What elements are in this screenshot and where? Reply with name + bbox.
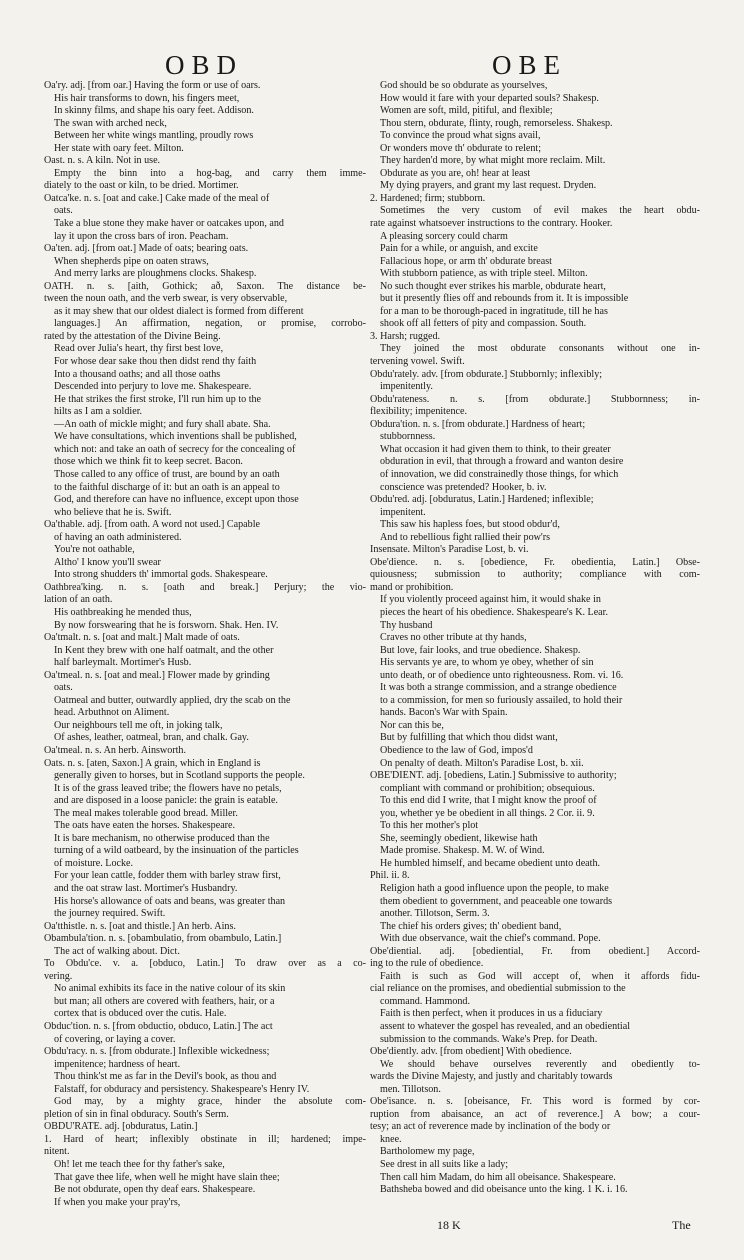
text-line: Craves no other tribute at thy hands, bbox=[380, 632, 527, 644]
text-line: obduration in evil, that through a froward and wanton desire bbox=[380, 456, 624, 468]
text-line: Obe'diential. adj. [obediential, Fr. from obedient.] Accord- bbox=[370, 945, 700, 957]
text-line: She, seemingly obedient, likewise hath bbox=[380, 832, 538, 844]
text-line: Obdurate as you are, oh! hear at least bbox=[380, 167, 531, 179]
text-line: Oathbrea'king. n. s. [oath and break.] Perjury; the vio- bbox=[44, 581, 366, 593]
text-line: cial reliance on the promises, and obediential submission to the bbox=[370, 983, 626, 995]
text-line: the journey required. Swift. bbox=[54, 908, 166, 920]
text-line: unto death, or of obedience unto righteousness. Rom. vi. 16. bbox=[380, 669, 624, 681]
text-line: God, and therefore can have no influence, except upon those bbox=[54, 494, 299, 506]
text-line: compliant with command or prohibition; obsequious. bbox=[380, 782, 595, 794]
text-line: If when you make your pray'rs, bbox=[54, 1196, 181, 1208]
text-line: which not: and take an oath of secrecy for the concealing of bbox=[54, 443, 296, 455]
text-line: When shepherds pipe on oaten straws, bbox=[54, 255, 209, 267]
text-line: lay it upon the cross bars of iron. Peacham. bbox=[54, 230, 229, 242]
text-line: By now forswearing that he is forsworn. Shak. Hen. IV. bbox=[54, 619, 279, 631]
text-line: We have consultations, which inventions shall be published, bbox=[54, 431, 297, 443]
text-line: Obdu'rately. adv. [from obdurate.] Stubbornly; inflexibly; bbox=[370, 368, 603, 380]
text-line: Obdu'rateness. n. s. [from obdurate.] Stubbornness; in- bbox=[370, 393, 700, 405]
text-line: Take a blue stone they make haver or oatcakes upon, and bbox=[54, 218, 284, 230]
text-line: Oatmeal and butter, outwardly applied, dry the scab on the bbox=[54, 694, 291, 706]
text-line: What occasion it had given them to think, to their greater bbox=[380, 443, 611, 455]
text-line: Bartholomew my page, bbox=[380, 1146, 475, 1158]
text-line: rated by the attestation of the Divine Being. bbox=[44, 330, 221, 342]
text-line: hilts as I am a soldier. bbox=[54, 406, 143, 418]
text-line: Empty the binn into a hog-bag, and carry them imme- bbox=[54, 167, 366, 179]
text-line: who believe that he is. Swift. bbox=[54, 506, 172, 518]
text-line: How would it fare with your departed souls? Shakesp. bbox=[380, 92, 599, 104]
text-line: and are disposed in a loose panicle: the grain is eatable. bbox=[54, 795, 278, 807]
text-line: For your lean cattle, fodder them with barley straw first, bbox=[54, 870, 281, 882]
text-line: oats. bbox=[54, 682, 73, 694]
text-line: Oa'tthistle. n. s. [oat and thistle.] An herb. Ains. bbox=[44, 920, 236, 932]
text-line: Oh! let me teach thee for thy father's sake, bbox=[54, 1159, 225, 1171]
text-line: He humbled himself, and became obedient unto death. bbox=[380, 857, 601, 869]
text-line: But love, fair looks, and true obedience. Shakesp. bbox=[380, 644, 581, 656]
text-line: Into strong shudders th' immortal gods. Shakespeare. bbox=[54, 569, 268, 581]
text-line: To convince the proud what signs avail, bbox=[380, 130, 541, 142]
text-line: No such thought ever strikes his marble, obdurate heart, bbox=[380, 280, 606, 292]
text-line: to the faithful discharge of it: but an oath is an appeal to bbox=[54, 481, 280, 493]
text-line: You're not oathable, bbox=[54, 544, 135, 556]
text-line: Be not obdurate, open thy deaf ears. Shakespeare. bbox=[54, 1184, 256, 1196]
text-line: Oa'ten. adj. [from oat.] Made of oats; bearing oats. bbox=[44, 243, 249, 255]
text-line: Religion hath a good influence upon the people, to make bbox=[380, 883, 609, 894]
text-line: In Kent they brew with one half oatmalt, and the other bbox=[54, 644, 274, 656]
text-line: They joined the most obdurate consonants without one in- bbox=[380, 343, 700, 355]
text-line: The act of walking about. Dict. bbox=[54, 945, 180, 957]
text-line: Thy husband bbox=[380, 619, 433, 631]
text-line: quiousness; submission to authority; compliance with com- bbox=[370, 569, 700, 581]
text-line: See drest in all suits like a lady; bbox=[380, 1159, 509, 1171]
text-line: With due observance, wait the chief's command. Pope. bbox=[380, 933, 601, 945]
text-line: OBE'DIENT. adj. [obediens, Latin.] Submissive to authority; bbox=[370, 770, 617, 782]
text-line: The chief his orders gives; th' obedient band, bbox=[380, 920, 562, 932]
text-line: Fallacious hope, or arm th' obdurate breast bbox=[380, 255, 552, 267]
text-line: tween the noun oath, and the verb swear, is very observable, bbox=[44, 293, 288, 305]
text-line: Descended into perjury to love me. Shakespeare. bbox=[54, 381, 252, 393]
text-line: of having an oath administered. bbox=[54, 531, 182, 543]
text-line: turning of a wild oatbeard, by the insinuation of the particles bbox=[54, 845, 299, 857]
text-line: Obe'dience. n. s. [obedience, Fr. obedientia, Latin.] Obse- bbox=[370, 556, 700, 568]
text-line: vering. bbox=[44, 970, 73, 982]
text-line: —An oath of mickle might; and fury shall abate. Sha. bbox=[54, 418, 271, 430]
right-column bbox=[370, 80, 700, 1197]
text-line: Sometimes the very custom of evil makes the heart obdu- bbox=[380, 205, 700, 217]
text-line: Those called to any office of trust, are bound by an oath bbox=[54, 468, 280, 480]
text-line: 3. Harsh; rugged. bbox=[370, 330, 441, 342]
text-line: Thou think'st me as far in the Devil's book, as thou and bbox=[54, 1071, 277, 1083]
text-line: And merry larks are ploughmens clocks. Shakesp. bbox=[54, 268, 257, 280]
text-line: Thou stern, obdurate, flinty, rough, remorseless. Shakesp. bbox=[380, 117, 613, 129]
text-line: mand or prohibition. bbox=[370, 581, 454, 593]
text-line: Read over Julia's heart, thy first best love, bbox=[54, 343, 224, 355]
text-line: A pleasing sorcery could charm bbox=[380, 230, 508, 242]
text-line: For whose dear sake thou then didst rend thy faith bbox=[54, 356, 257, 368]
text-line: 2. Hardened; firm; stubborn. bbox=[370, 192, 486, 204]
text-line: Obe'diently. adv. [from obedient] With obedience. bbox=[370, 1046, 572, 1058]
text-line: those which we think fit to keep secret. Bacon. bbox=[54, 456, 243, 468]
text-line: That gave thee life, when well he might have slain thee; bbox=[54, 1171, 280, 1183]
text-line: Obdura'tion. n. s. [from obdurate.] Hardness of heart; bbox=[370, 418, 586, 430]
text-line: Obedience to the law of God, impos'd bbox=[380, 744, 533, 756]
text-line: Then call him Madam, do him all obeisance. Shakespeare. bbox=[380, 1171, 616, 1183]
text-line: OATH. n. s. [aith, Gothick; að, Saxon. The distance be- bbox=[44, 280, 366, 292]
text-line: ing to the rule of obedience. bbox=[370, 958, 484, 970]
text-line: diately to the oast or kiln, to be dried. Mortimer. bbox=[44, 180, 239, 192]
text-line: His oathbreaking he mended thus, bbox=[54, 606, 192, 618]
text-line: shook off all fetters of pity and compassion. South. bbox=[380, 318, 587, 330]
text-line: tesy; an act of reverence made by inclination of the body or bbox=[370, 1121, 611, 1133]
text-line: They harden'd more, by what might more reclaim. Milt. bbox=[380, 155, 606, 167]
text-line: On penalty of death. Milton's Paradise Lost, b. xii. bbox=[380, 757, 584, 769]
text-line: We should behave ourselves reverently and obediently to- bbox=[380, 1058, 700, 1070]
text-line: Of ashes, leather, oatmeal, bran, and chalk. Gay. bbox=[54, 732, 249, 744]
text-line: half barleymalt. Mortimer's Husb. bbox=[54, 657, 192, 669]
text-line: To this end did I write, that I might know the proof of bbox=[380, 795, 597, 807]
text-line: nitent. bbox=[44, 1146, 70, 1158]
text-line: It is of the grass leaved tribe; the flowers have no petals, bbox=[54, 782, 282, 794]
text-line: submission to the commands. Wake's Prep. for Death. bbox=[380, 1033, 598, 1045]
text-line: To Obdu'ce. v. a. [obduco, Latin.] To draw over as a co- bbox=[44, 958, 366, 970]
text-line: Faith is such as God will accept of, when it affords fidu- bbox=[380, 970, 700, 982]
text-line: Oa'thable. adj. [from oath. A word not used.] Capable bbox=[44, 519, 260, 531]
left-column bbox=[44, 80, 366, 1209]
text-line: Her state with oary feet. Milton. bbox=[54, 142, 184, 154]
text-line: Or wonders move th' obdurate to relent; bbox=[380, 142, 542, 154]
text-line: Oa'ry. adj. [from oar.] Having the form or use of oars. bbox=[44, 80, 261, 91]
text-line: wards the Divine Majesty, and justly and charitably towards bbox=[370, 1071, 613, 1083]
text-line: Oats. n. s. [aten, Saxon.] A grain, which in England is bbox=[44, 757, 261, 769]
text-line: God may, by a mighty grace, hinder the absolute com- bbox=[54, 1096, 366, 1108]
text-line: Oa'tmeal. n. s. An herb. Ainsworth. bbox=[44, 744, 186, 756]
text-line: impenitent. bbox=[380, 506, 426, 518]
text-line: My dying prayers, and grant my last request. Dryden. bbox=[380, 180, 597, 192]
text-line: And to rebellious fight rallied their pow'rs bbox=[380, 531, 551, 543]
text-line: Phil. ii. 8. bbox=[370, 870, 410, 882]
text-line: head. Arbuthnot on Aliment. bbox=[54, 707, 170, 719]
text-line: cortex that is obduced over the cutis. Hale. bbox=[54, 1008, 227, 1020]
text-line: lation of an oath. bbox=[44, 594, 113, 606]
text-line: Oast. n. s. A kiln. Not in use. bbox=[44, 155, 161, 167]
text-line: Falstaff, for obduracy and persistency. Shakespeare's Henry IV. bbox=[54, 1083, 310, 1095]
text-line: Oa'tmeal. n. s. [oat and meal.] Flower made by grinding bbox=[44, 669, 270, 681]
text-line: hands. Bacon's War with Spain. bbox=[380, 707, 508, 719]
text-line: rate against whatsoever instructions to the contrary. Hooker. bbox=[370, 218, 613, 230]
text-line: to a commission, for men so furiously assailed, to hold their bbox=[380, 694, 623, 706]
text-line: of covering, or laying a cover. bbox=[54, 1033, 176, 1045]
text-line: generally given to horses, but in Scotland supports the people. bbox=[54, 770, 305, 782]
text-line: but man; all others are covered with feathers, hair, or a bbox=[54, 995, 275, 1007]
text-line: conscience was pretended? Hooker, b. iv. bbox=[380, 481, 547, 493]
text-line: but it presently flies off and rebounds from it. It is impossible bbox=[380, 293, 629, 305]
text-line: them obedient to government, and peaceable one towards bbox=[380, 895, 613, 907]
text-line: languages.] An affirmation, negation, or promise, corrobo- bbox=[54, 318, 366, 330]
text-line: of innovation, we did constrainedly those things, for which bbox=[380, 468, 619, 480]
text-line: Altho' I know you'll swear bbox=[54, 556, 161, 568]
text-line: To this her mother's plot bbox=[380, 820, 479, 832]
running-head-right: OBE bbox=[492, 50, 567, 80]
text-line: His hair transforms to down, his fingers meet, bbox=[54, 92, 240, 104]
text-line: Faith is then perfect, when it produces in us a fiduciary bbox=[380, 1008, 603, 1020]
text-line: He that strikes the first stroke, I'll run him up to the bbox=[54, 393, 262, 405]
text-line: tervening vowel. Swift. bbox=[370, 356, 465, 368]
text-line: ruption from abaisance, an act of reverence.] A bow; a cour- bbox=[370, 1108, 700, 1120]
text-line: impenitence; hardness of heart. bbox=[54, 1058, 181, 1070]
text-line: The meal makes tolerable good bread. Miller. bbox=[54, 807, 238, 819]
text-line: OBDU'RATE. adj. [obduratus, Latin.] bbox=[44, 1121, 198, 1133]
running-head-left: OBD bbox=[165, 50, 244, 80]
text-line: With stubborn patience, as with triple steel. Milton. bbox=[380, 268, 588, 280]
text-line: Obambula'tion. n. s. [obambulatio, from obambulo, Latin.] bbox=[44, 933, 282, 945]
text-line: you, whether ye be obedient in all things. 2 Cor. ii. 9. bbox=[380, 807, 595, 819]
text-line: stubbornness. bbox=[380, 431, 436, 443]
text-line: command. Hammond. bbox=[380, 995, 470, 1007]
text-line: Women are soft, mild, pitiful, and flexible; bbox=[380, 105, 553, 117]
text-line: and the oat straw last. Mortimer's Husbandry. bbox=[54, 883, 238, 894]
text-line: This saw his hapless foes, but stood obdur'd, bbox=[380, 519, 560, 531]
text-line: No animal exhibits its face in the native colour of its skin bbox=[54, 983, 286, 995]
text-line: Oa'tmalt. n. s. [oat and malt.] Malt made of oats. bbox=[44, 632, 240, 644]
text-line: Into a thousand oaths; and all those oaths bbox=[54, 368, 221, 380]
text-line: The oats have eaten the horses. Shakespeare. bbox=[54, 820, 236, 832]
text-line: flexibility; impenitence. bbox=[370, 406, 467, 418]
text-line: Between her white wings mantling, proudly rows bbox=[54, 130, 254, 142]
text-line: But by fulfilling that which thou didst want, bbox=[380, 732, 558, 744]
signature-mark: 18 K bbox=[437, 1218, 461, 1232]
text-line: Obduc'tion. n. s. [from obductio, obduco, Latin.] The act bbox=[44, 1021, 273, 1033]
text-line: Obdu'red. adj. [obduratus, Latin.] Hardened; inflexible; bbox=[370, 494, 594, 506]
text-line: If you violently proceed against him, it would shake in bbox=[380, 594, 601, 606]
text-line: Made promise. Shakesp. M. W. of Wind. bbox=[380, 845, 545, 857]
text-line: another. Tillotson, Serm. 3. bbox=[380, 908, 490, 920]
text-line: Pain for a while, or anguish, and excite bbox=[380, 243, 538, 255]
text-line: pieces the heart of his obedience. Shakespeare's K. Lear. bbox=[380, 606, 608, 618]
text-line: Obdu'racy. n. s. [from obdurate.] Inflexible wickedness; bbox=[44, 1046, 270, 1058]
catchword: The bbox=[672, 1218, 691, 1232]
text-line: assent to whatever the gospel has revealed, and an obediential bbox=[380, 1021, 631, 1033]
text-line: Bathsheba bowed and did obeisance unto the king. 1 K. i. 16. bbox=[380, 1184, 628, 1196]
text-line: Oatca'ke. n. s. [oat and cake.] Cake made of the meal of bbox=[44, 192, 270, 204]
text-line: impenitently. bbox=[380, 381, 433, 393]
text-line: pletion of sin in final obduracy. South's Serm. bbox=[44, 1108, 229, 1120]
text-line: Our neighbours tell me oft, in joking talk, bbox=[54, 719, 223, 731]
text-line: Obe'isance. n. s. [obeisance, Fr. This word is formed by cor- bbox=[370, 1096, 700, 1108]
text-line: His servants ye are, to whom ye obey, whether of sin bbox=[380, 657, 594, 669]
text-line: oats. bbox=[54, 205, 73, 217]
text-line: God should be so obdurate as yourselves, bbox=[380, 80, 548, 91]
text-line: Insensate. Milton's Paradise Lost, b. vi. bbox=[370, 544, 529, 556]
text-line: as it may shew that our oldest dialect is formed from different bbox=[54, 305, 304, 317]
text-line: 1. Hard of heart; inflexibly obstinate in ill; hardened; impe- bbox=[44, 1133, 366, 1145]
text-line: knee. bbox=[380, 1133, 402, 1145]
text-line: of moisture. Locke. bbox=[54, 857, 134, 869]
text-line: It was both a strange commission, and a strange obedience bbox=[380, 682, 617, 694]
text-line: men. Tillotson. bbox=[380, 1083, 441, 1095]
text-line: for a man to be thorough-paced in ingratitude, till he has bbox=[380, 305, 608, 317]
text-line: It is bare mechanism, no otherwise produced than the bbox=[54, 832, 270, 844]
text-line: His horse's allowance of oats and beans, was greater than bbox=[54, 895, 286, 907]
text-line: In skinny films, and shape his oary feet. Addison. bbox=[54, 105, 254, 117]
text-line: Nor can this be, bbox=[380, 719, 444, 731]
text-line: The swan with arched neck, bbox=[54, 117, 167, 129]
